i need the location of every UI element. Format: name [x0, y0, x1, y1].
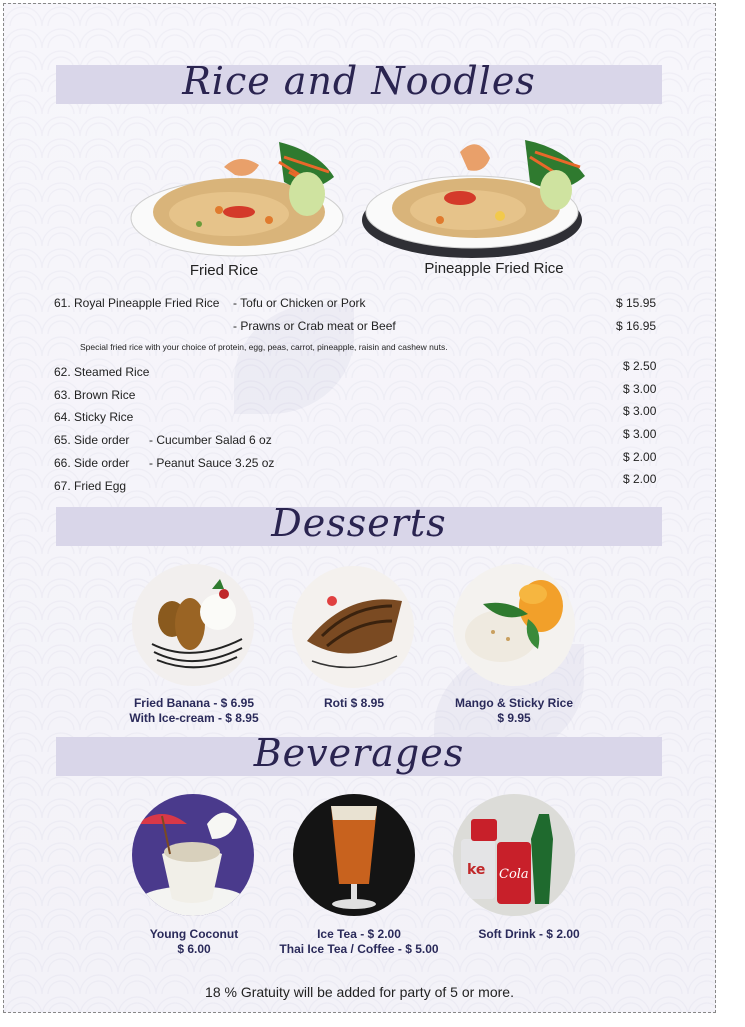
- list-item-name: 67. Fried Egg: [54, 479, 127, 493]
- thai-ice-tea-price: Thai Ice Tea / Coffee - $ 5.00: [279, 942, 439, 956]
- desserts-banner: [56, 501, 662, 546]
- mango-sticky-rice-name: Mango & Sticky Rice: [454, 696, 574, 710]
- list-item-price: $ 2.50: [623, 359, 657, 373]
- list-item-name: 64. Sticky Rice: [54, 410, 134, 424]
- roti-caption: [304, 696, 404, 711]
- item-61-price-2: $ 16.95: [616, 319, 657, 333]
- mango-sticky-rice-photo: [453, 564, 575, 686]
- young-coconut-name: Young Coconut: [149, 927, 239, 941]
- desserts-title: Desserts: [271, 501, 447, 545]
- fried-rice-caption: Fried Rice: [189, 262, 259, 279]
- fried-banana-caption: [124, 696, 264, 726]
- young-coconut-caption: [124, 927, 264, 957]
- list-item-detail: - Peanut Sauce 3.25 oz: [149, 456, 275, 470]
- rice-noodles-title: Rice and Noodles: [182, 59, 536, 103]
- svg-text:ke: ke: [467, 862, 486, 878]
- mango-sticky-rice-caption: [444, 696, 584, 726]
- mango-sticky-rice-price: $ 9.95: [497, 711, 531, 725]
- item-61-option-1: - Tofu or Chicken or Pork: [233, 296, 366, 310]
- pineapple-fried-rice-caption: Pineapple Fried Rice: [424, 260, 564, 277]
- soft-drink-caption: [454, 927, 604, 942]
- young-coconut-photo: [132, 794, 254, 916]
- list-item-price: $ 3.00: [623, 382, 657, 396]
- roti-photo: [292, 566, 414, 688]
- list-item-price: $ 3.00: [623, 427, 657, 441]
- item-61-note: Special fried rice with your choice of protein, egg, peas, carrot, pineapple, raisin and cashew nuts.: [80, 342, 448, 352]
- fried-rice-photo: [129, 132, 349, 262]
- ice-tea-price: Ice Tea - $ 2.00: [317, 927, 401, 941]
- list-item-price: $ 2.00: [623, 450, 657, 464]
- soft-drink-photo: [453, 794, 575, 916]
- pineapple-fried-rice-photo: [360, 132, 600, 262]
- soft-drink-price: Soft Drink - $ 2.00: [478, 927, 580, 941]
- list-item-name: 65. Side order: [54, 433, 130, 447]
- menu-page: [3, 3, 716, 1013]
- fried-banana-icecream-price: With Ice-cream - $ 8.95: [129, 711, 259, 725]
- fried-banana-price: Fried Banana - $ 6.95: [133, 696, 255, 710]
- list-item-name: 62. Steamed Rice: [54, 365, 150, 379]
- item-61-price-1: $ 15.95: [616, 296, 657, 310]
- ice-tea-photo: [293, 794, 415, 916]
- gratuity-note: 18 % Gratuity will be added for party of 5 or more.: [205, 984, 514, 1000]
- list-item-name: 66. Side order: [54, 456, 130, 470]
- item-61-option-2: - Prawns or Crab meat or Beef: [233, 319, 396, 333]
- list-item-name: 63. Brown Rice: [54, 388, 136, 402]
- item-61-name: 61. Royal Pineapple Fried Rice: [54, 296, 220, 310]
- rice-noodles-banner: [56, 59, 662, 104]
- svg-text:Cola: Cola: [499, 867, 529, 882]
- list-item-detail: - Cucumber Salad 6 oz: [149, 433, 272, 447]
- beverages-banner: [56, 731, 662, 776]
- beverages-title: Beverages: [253, 731, 465, 775]
- young-coconut-price: $ 6.00: [177, 942, 211, 956]
- roti-price: Roti $ 8.95: [323, 696, 385, 710]
- list-item-price: $ 2.00: [623, 472, 657, 486]
- list-item-price: $ 3.00: [623, 404, 657, 418]
- ice-tea-caption: [259, 927, 459, 957]
- fried-banana-photo: [132, 564, 254, 686]
